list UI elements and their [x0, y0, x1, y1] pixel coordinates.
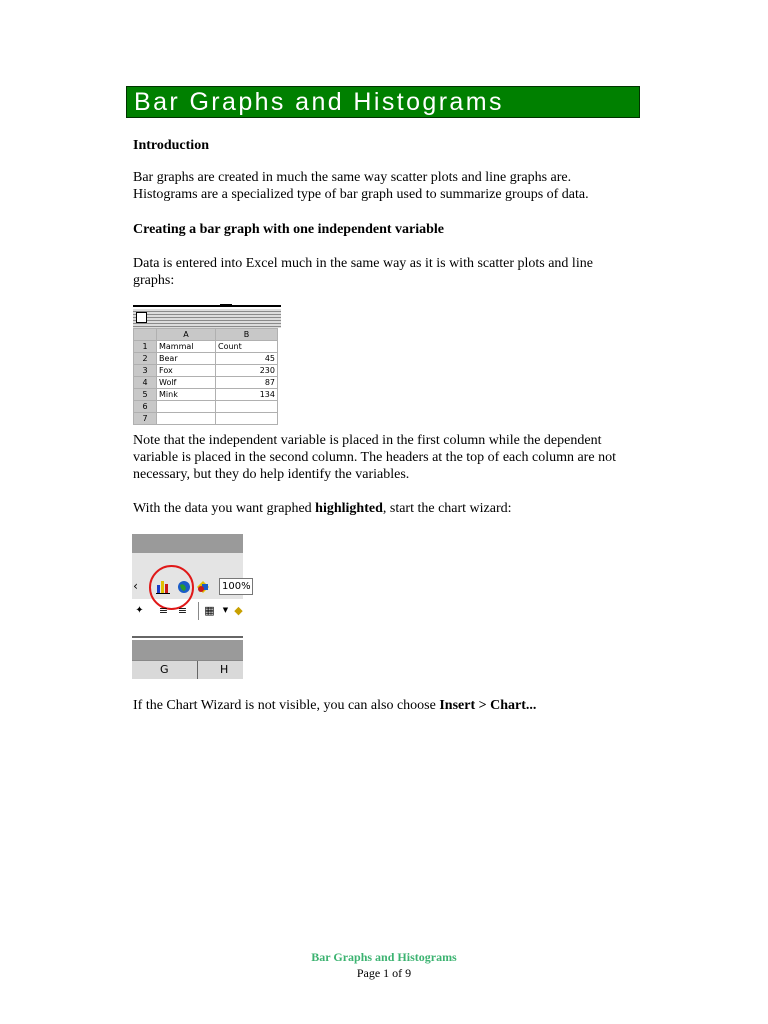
- borders-icon[interactable]: ▦: [204, 604, 215, 617]
- cell-b: 45: [216, 353, 278, 365]
- page-title: Bar Graphs and Histograms: [134, 88, 504, 116]
- chevron-down-icon[interactable]: ▼: [222, 606, 229, 614]
- format-icon[interactable]: ✦: [135, 605, 144, 616]
- creating-heading: Creating a bar graph with one independent variable: [133, 222, 445, 237]
- table-row: [134, 353, 278, 365]
- cell-a: Wolf: [157, 377, 216, 389]
- column-header-row: [134, 329, 278, 341]
- corner-cell: [134, 329, 157, 341]
- table-row: [134, 365, 278, 377]
- column-header-g: G: [160, 663, 169, 676]
- insert-text-bold: Insert > Chart...: [439, 698, 537, 713]
- page-number: Page 1 of 9: [356, 966, 412, 980]
- close-box-icon: [136, 312, 147, 323]
- wizard-text-post: , start the chart wizard:: [382, 501, 512, 516]
- table-row: [134, 389, 278, 401]
- drawing-icon[interactable]: [196, 580, 210, 594]
- column-header-row: [132, 660, 243, 679]
- column-divider: [197, 661, 198, 679]
- toolbar-separator: [198, 602, 199, 620]
- intro-heading: Introduction: [133, 138, 209, 153]
- window-border: [133, 305, 281, 307]
- data-paragraph: Data is entered into Excel much in the same way as it is with scatter plots and line graphs:: [133, 256, 593, 288]
- cell-b: [216, 413, 278, 425]
- table-row: [134, 401, 278, 413]
- cell-b: Count: [216, 341, 278, 353]
- cell-b: 134: [216, 389, 278, 401]
- row-number: 1: [134, 341, 157, 353]
- undo-icon: ‹: [133, 579, 138, 593]
- row-number: 4: [134, 377, 157, 389]
- formula-bar: [132, 640, 243, 660]
- cell-a: [157, 413, 216, 425]
- table-row: [134, 413, 278, 425]
- cell-a: Bear: [157, 353, 216, 365]
- cell-b: 230: [216, 365, 278, 377]
- page-title-banner: [126, 86, 640, 118]
- wizard-text-bold: highlighted: [315, 501, 383, 516]
- row-number: 7: [134, 413, 157, 425]
- column-header-a: A: [157, 329, 216, 341]
- row-number: 3: [134, 365, 157, 377]
- toolbar-row: [132, 600, 243, 622]
- row-number: 6: [134, 401, 157, 413]
- decrease-indent-icon[interactable]: ≡: [158, 604, 169, 617]
- cell-b: 87: [216, 377, 278, 389]
- cell-b: [216, 401, 278, 413]
- footer-title: Bar Graphs and Histograms: [311, 950, 457, 964]
- row-number: 2: [134, 353, 157, 365]
- insert-paragraph: [133, 697, 633, 714]
- cell-a: Mink: [157, 389, 216, 401]
- intro-paragraph: Bar graphs are created in much the same way scatter plots and line graphs are. Histograms are a specialized type of bar graph used to summarize groups of data.: [133, 170, 589, 202]
- column-header-h: H: [220, 663, 229, 676]
- cell-a: Fox: [157, 365, 216, 377]
- spreadsheet-grid: [133, 328, 278, 425]
- zoom-field[interactable]: 100%: [219, 578, 253, 595]
- note-paragraph: Note that the independent variable is placed in the first column while the dependent variable is placed in the second column. The headers at the top of each column are not necessary, but they do help identify the variables.: [133, 433, 616, 482]
- window-border-tab: [220, 304, 232, 306]
- row-number: 5: [134, 389, 157, 401]
- table-row: [134, 341, 278, 353]
- column-header-b: B: [216, 329, 278, 341]
- window-titlebar: [133, 309, 281, 328]
- toolbar-divider: [132, 636, 243, 638]
- increase-indent-icon[interactable]: ≡: [177, 604, 188, 617]
- table-row: [134, 377, 278, 389]
- toolbar-screenshot: [132, 534, 251, 679]
- insert-text-pre: If the Chart Wizard is not visible, you can also choose: [133, 698, 440, 713]
- cell-a: [157, 401, 216, 413]
- spreadsheet-screenshot: [133, 305, 281, 423]
- wizard-text-pre: With the data you want graphed: [133, 501, 316, 516]
- cell-a: Mammal: [157, 341, 216, 353]
- wizard-paragraph: [133, 500, 633, 517]
- toolbar-top-bar: [132, 534, 243, 553]
- fill-color-icon[interactable]: ◆: [234, 604, 243, 617]
